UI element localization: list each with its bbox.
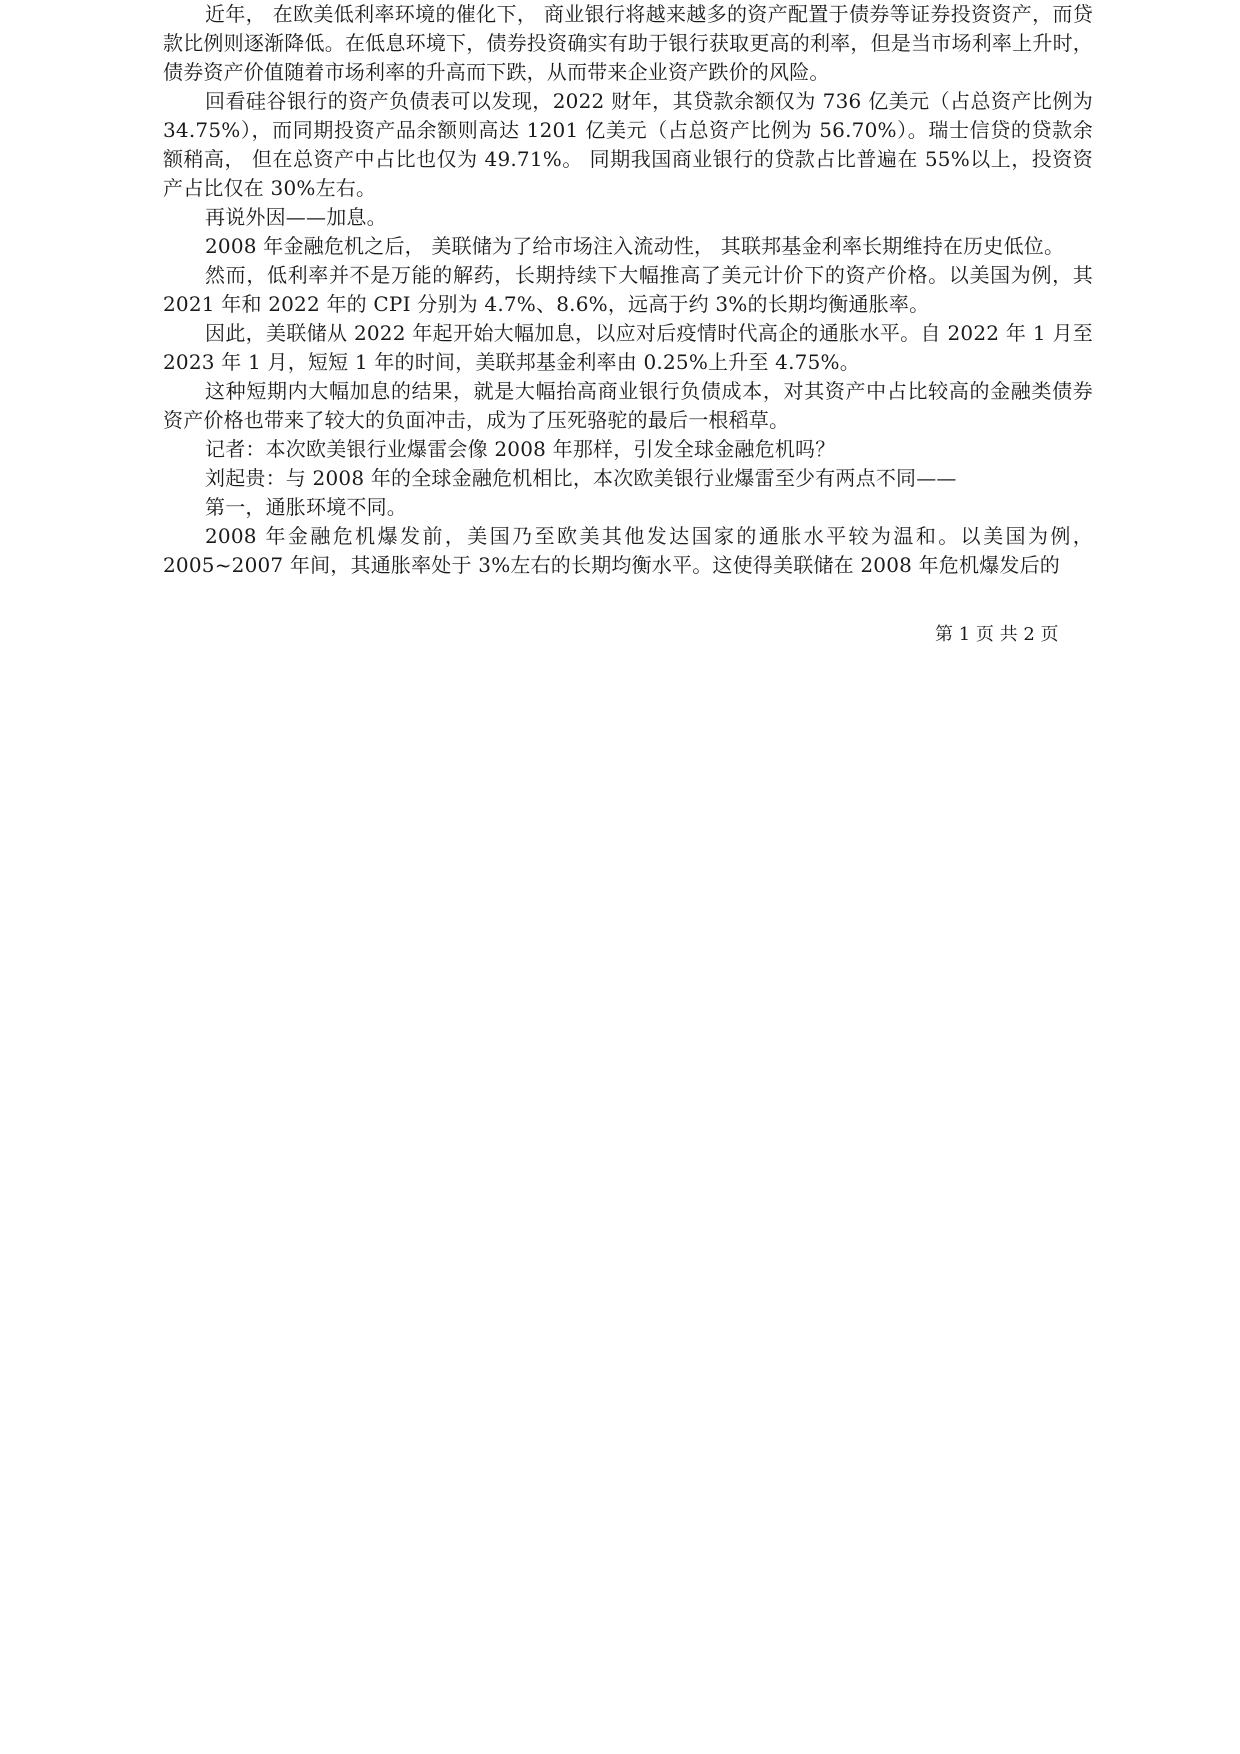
paragraph-9: 刘起贵：与 2008 年的全球金融危机相比，本次欧美银行业爆雷至少有两点不同—— bbox=[205, 466, 957, 490]
paragraph-4: 2008 年金融危机之后， 美联储为了给市场注入流动性， 其联邦基金利率长期维持在历史低位。 bbox=[205, 234, 1065, 258]
paragraph-3: 再说外因——加息。 bbox=[205, 205, 387, 229]
paragraph-7: 这种短期内大幅加息的结果，就是大幅抬高商业银行负债成本，对其资产中占比较高的金融类债券资产价格也带来了较大的负面冲击，成为了压死骆驼的最后一根稻草。 bbox=[163, 379, 1093, 432]
paragraph-1: 近年， 在欧美低利率环境的催化下， 商业银行将越来越多的资产配置于债券等证券投资资产，而贷款比例则逐渐降低。在低息环境下，债券投资确实有助于银行获取更高的利率，但是当市场利率上升时，债券资产价值随着市场利率的升高而下跌，从而带来企业资产跌价的风险。 bbox=[163, 2, 1093, 84]
paragraph-11: 2008 年金融危机爆发前，美国乃至欧美其他发达国家的通胀水平较为温和。以美国为例，2005~2007 年间，其通胀率处于 3%左右的长期均衡水平。这使得美联储在 2008 年危机爆发后的 bbox=[163, 524, 1093, 577]
page-footer: 第 1 页 共 2 页 bbox=[935, 624, 1059, 645]
paragraph-5: 然而，低利率并不是万能的解药，长期持续下大幅推高了美元计价下的资产价格。以美国为例，其 2021 年和 2022 年的 CPI 分别为 4.7%、8.6%，远高于约 3%的长期均衡通胀率。 bbox=[163, 263, 1093, 316]
body-text bbox=[163, 0, 1093, 580]
paragraph-2: 回看硅谷银行的资产负债表可以发现，2022 财年，其贷款余额仅为 736 亿美元（占总资产比例为 34.75%），而同期投资产品余额则高达 1201 亿美元（占总资产比例为 56.70%）。瑞士信贷的贷款余额稍高， 但在总资产中占比也仅为 49.71%。 同期我国商业银行的贷款占比普遍在 55%以上，投资资产占比仅在 30%左右。 bbox=[163, 89, 1093, 200]
paragraph-6: 因此，美联储从 2022 年起开始大幅加息，以应对后疫情时代高企的通胀水平。自 2022 年 1 月至 2023 年 1 月，短短 1 年的时间，美联邦基金利率由 0.25%上升至 4.75%。 bbox=[163, 321, 1093, 374]
paragraph-10: 第一，通胀环境不同。 bbox=[205, 495, 407, 519]
paragraph-8: 记者：本次欧美银行业爆雷会像 2008 年那样，引发全球金融危机吗？ bbox=[205, 437, 836, 461]
